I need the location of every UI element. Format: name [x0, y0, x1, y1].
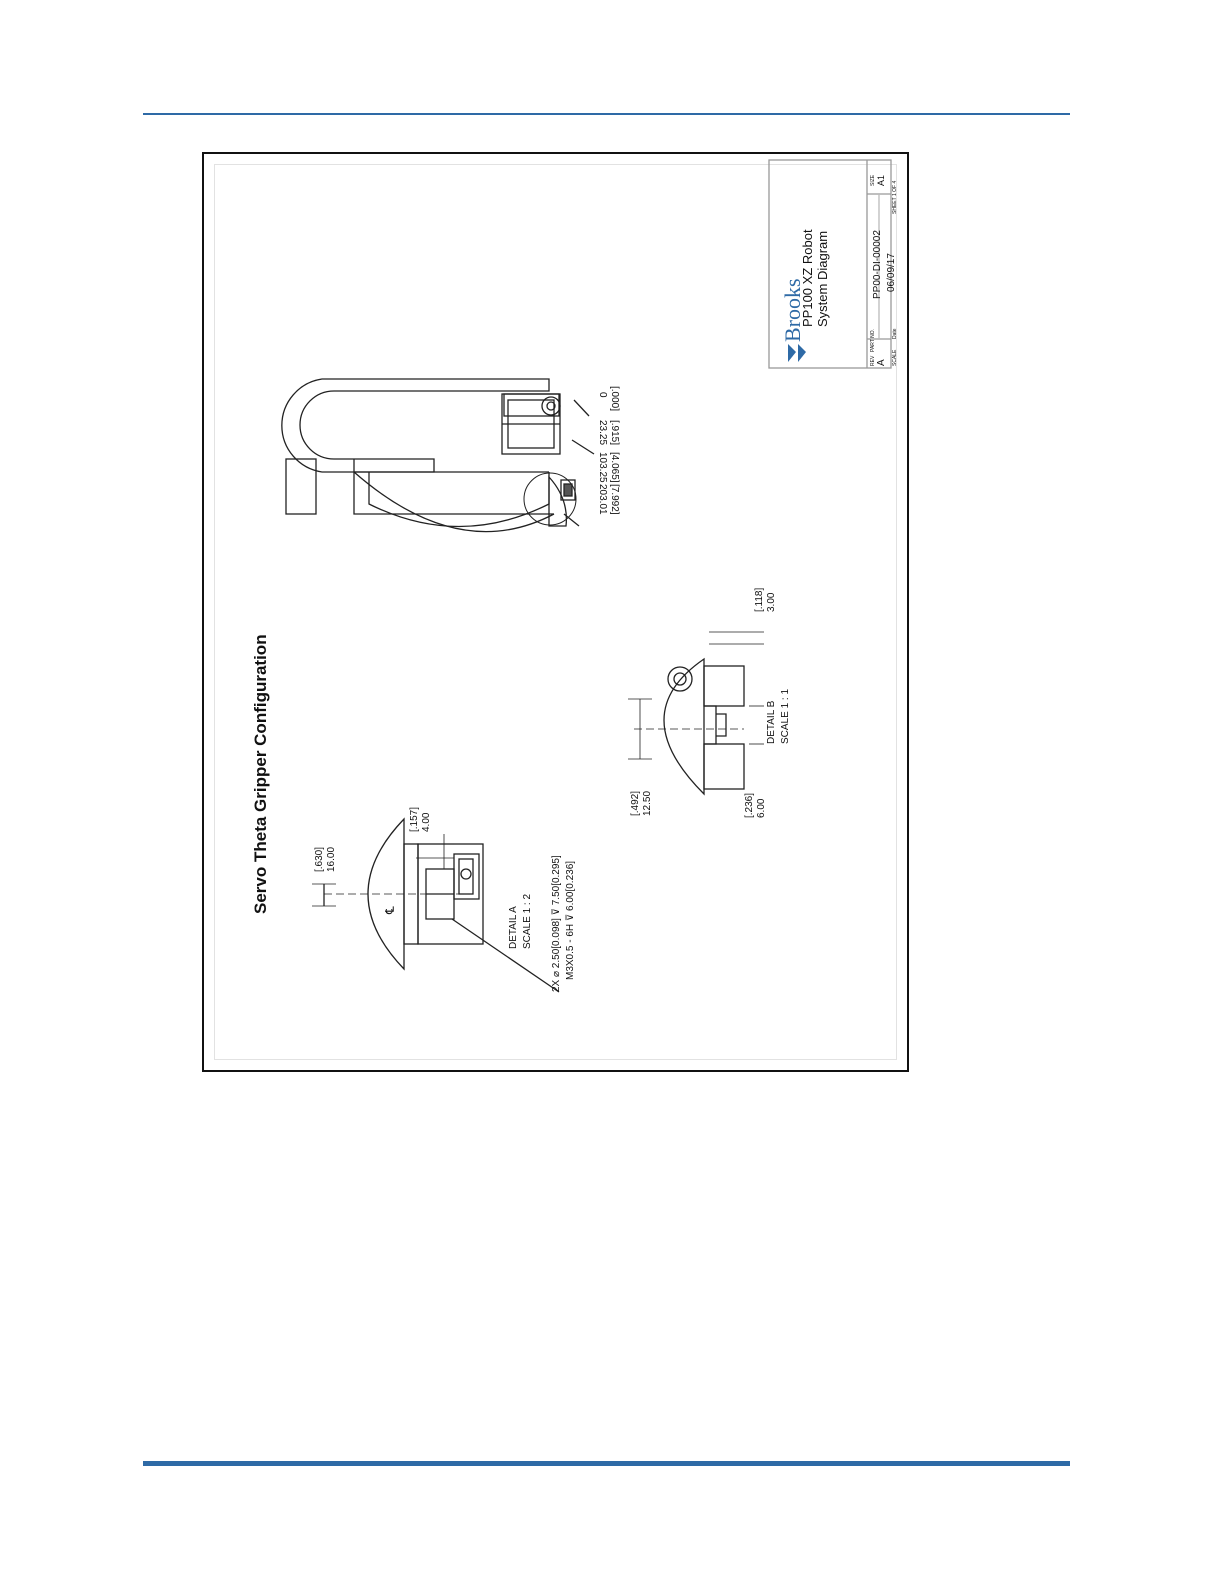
dim-3-mm: 203.01	[597, 484, 608, 515]
detail-a-dim1-in: [.630]	[314, 846, 325, 872]
dim-1-in: [.915]	[609, 420, 620, 446]
date-label: Date	[892, 328, 898, 339]
dim-1-mm: 23.25	[597, 420, 608, 446]
footer-rule	[143, 1461, 1070, 1466]
detail-a-label: DETAIL A	[508, 906, 519, 949]
logo-text: Brooks	[780, 278, 805, 342]
header-rule	[143, 113, 1070, 115]
drawing-frame	[202, 152, 909, 1072]
brooks-logo-icon	[788, 344, 806, 362]
detail-a-centerline: ℄	[383, 906, 397, 914]
scale-label: SCALE	[892, 349, 898, 366]
robot-main-view	[282, 379, 594, 532]
rev-value: A	[876, 359, 887, 366]
detail-a-dim2-in: [.157]	[409, 806, 420, 832]
detail-a-dim2-mm: 4.00	[421, 812, 432, 832]
detail-b-dim3-in: [.118]	[754, 587, 765, 612]
sheet-label: SHEET 1 OF 4	[892, 180, 898, 214]
detail-b-scale: SCALE 1 : 1	[780, 688, 791, 744]
drawing-heading: Servo Theta Gripper Configuration	[251, 634, 270, 914]
detail-a-dim1-mm: 16.00	[326, 846, 337, 872]
doc-number: PP00-DI-00002	[872, 230, 883, 299]
size-label: SIZE	[870, 174, 876, 186]
title-line1: PP100 XZ Robot	[800, 229, 815, 327]
detail-b-dim1-mm: 12.50	[642, 790, 653, 816]
detail-a-scale: SCALE 1 : 2	[522, 893, 533, 949]
dim-3-in: [7.992]	[609, 484, 620, 515]
detail-b-dim1-in: [.492]	[630, 790, 641, 816]
detail-b-dim2-mm: 6.00	[756, 798, 767, 818]
detail-a-note2: M3X0.5 - 6H ⊽ 6.00[0.236]	[565, 860, 576, 980]
detail-a-note1: 2X ⌀ 2.50[0.098] ⊽ 7.50[0.295]	[551, 855, 562, 992]
dim-2-mm: 103.25	[597, 452, 608, 483]
size-value: A1	[876, 174, 886, 186]
dim-2-in: [4.065]	[609, 452, 620, 483]
detail-b-dim2-in: [.236]	[744, 792, 755, 818]
title-line2: System Diagram	[815, 230, 830, 327]
detail-b-dim3-mm: 3.00	[766, 592, 777, 612]
drawing-svg	[204, 154, 907, 1070]
doc-date: 06/09/17	[886, 253, 897, 292]
rev-label: REV	[870, 355, 876, 366]
detail-b-label: DETAIL B	[766, 700, 777, 744]
detail-b-view	[628, 632, 764, 794]
part-label: PART NO.	[870, 328, 876, 352]
dim-0-mm: 0	[597, 392, 608, 398]
dim-0-in: [.000]	[609, 386, 620, 412]
